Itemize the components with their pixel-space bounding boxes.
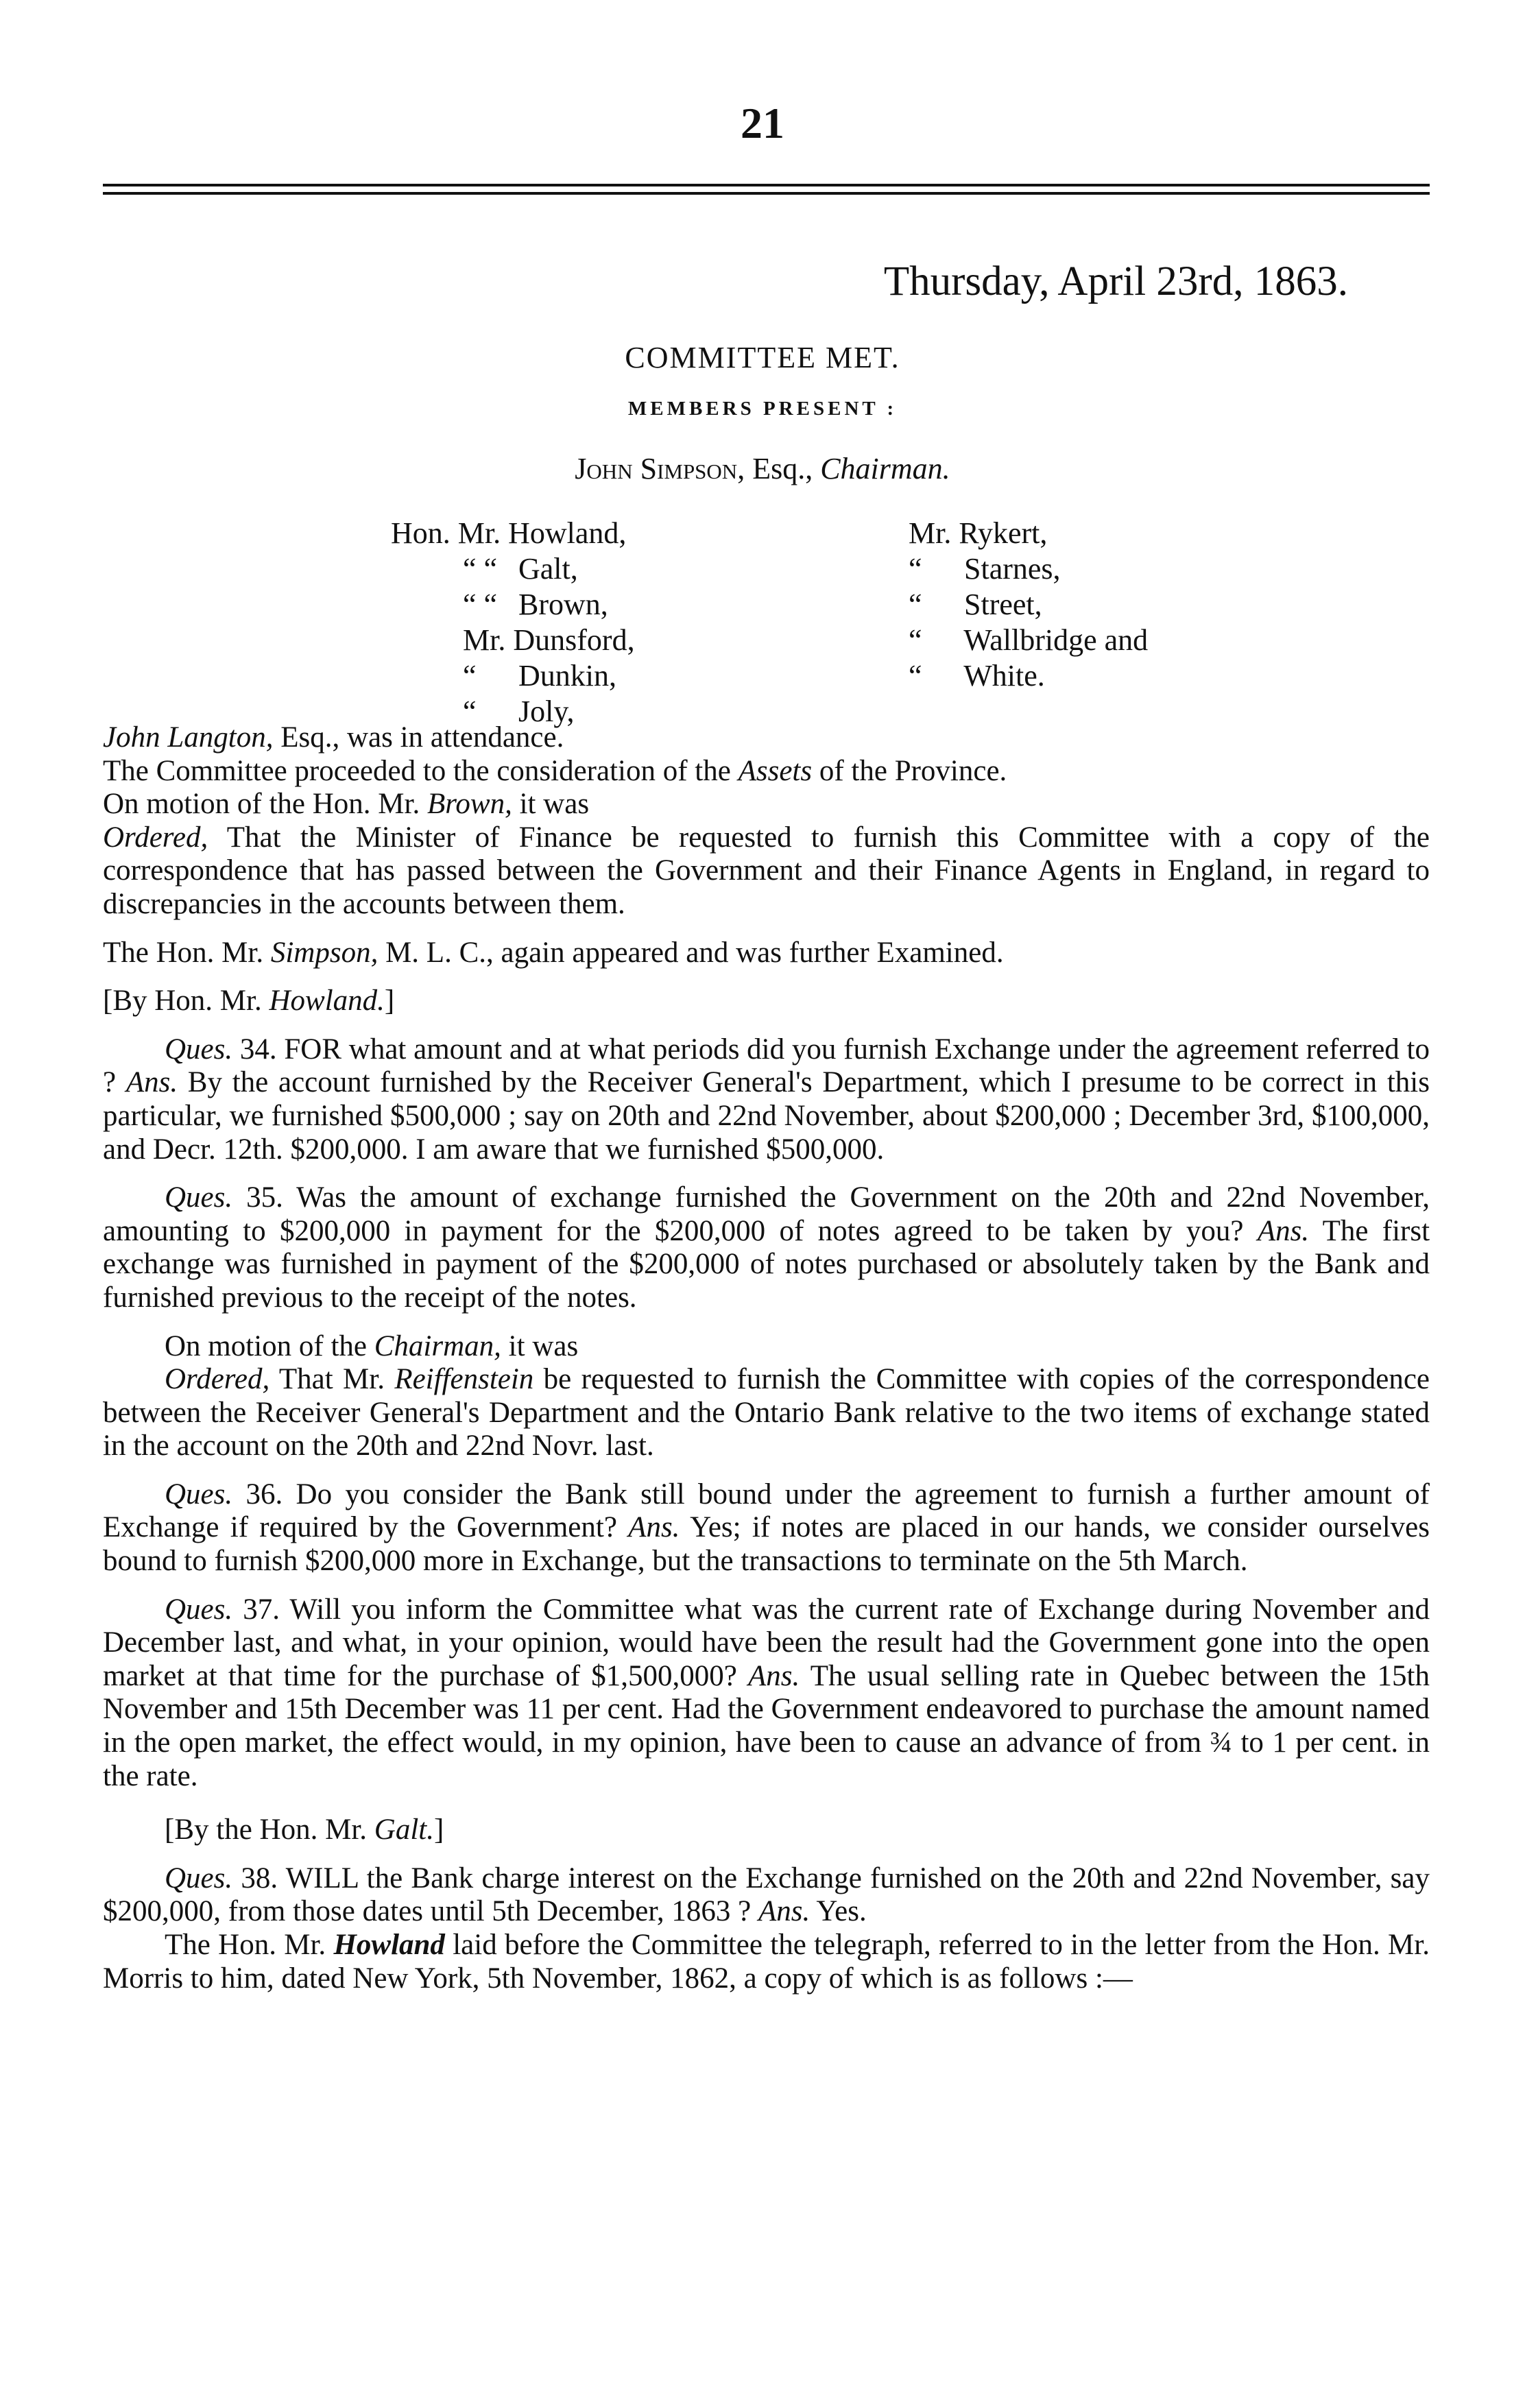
member-row: Mr. Rykert,	[909, 516, 1048, 550]
question-36: Ques. 36. Do you consider the Bank still bound under the agreement to furnish a further amount of Exchange if required by the Government? Ans. Yes; if notes are placed in our hands, we consider ourselves bound to furnish $200,000 more in Exchange, but the transactions to terminate on the 5th March.	[103, 1478, 1430, 1578]
witness-line: The Hon. Mr. Simpson, M. L. C., again appeared and was further Examined.	[103, 936, 1004, 969]
order-paragraph: Ordered, That the Minister of Finance be requested to furnish this Committee with a copy of the correspondence that has passed between the Government and their Finance Agents in England, in regard to discrepancies in the accounts between them.	[103, 821, 1430, 920]
attendance-line: John Langton, Esq., was in attendance.	[103, 721, 564, 754]
member-row: “ Joly,	[463, 695, 575, 728]
question-37: Ques. 37. Will you inform the Committee what was the current rate of Exchange during November and December last, and what, in your opinion, would have been the result had the Government gone into the open market at that time for the purchase of $1,500,000? Ans. The usual selling rate in Quebec between the 15th November and 15th December was 11 per cent. Had the Government endeavored to purchase the amount named in the open market, the effect would, in my opinion, have been to cause an advance of from ¾ to 1 per cent. in the rate.	[103, 1593, 1430, 1792]
member-row: “ Wallbridge and	[909, 623, 1149, 657]
member-row: “ “ Galt,	[463, 552, 578, 586]
header-rule-top	[103, 184, 1430, 186]
question-35: Ques. 35. Was the amount of exchange furnished the Government on the 20th and 22nd November, amounting to $200,000 in payment for the $200,000 of notes agreed to be taken by you? Ans. The first exchange was furnished in payment of the $200,000 of notes purchased or absolutely taken by the Bank and furnished previous to the receipt of the notes.	[103, 1181, 1430, 1314]
member-row: “ White.	[909, 659, 1045, 693]
chairman-line	[0, 454, 1525, 484]
member-row: “ Dunkin,	[463, 659, 616, 693]
member-row: “ Street,	[909, 588, 1042, 621]
question-34: Ques. 34. FOR what amount and at what periods did you furnish Exchange under the agreement referred to ? Ans. By the account furnished by the Receiver General's Department, which I presume to be correct in this particular, we furnished $500,000 ; say on 20th and 22nd November, about $200,000 ; December 3rd, $100,000, and Decr. 12th. $200,000. I am aware that we furnished $500,000.	[103, 1033, 1430, 1166]
question-38: Ques. 38. WILL the Bank charge interest on the Exchange furnished on the 20th and 22nd November, say $200,000, from those dates until 5th December, 1863 ? Ans. Yes.	[103, 1862, 1430, 1928]
chairman-title: Chairman.	[820, 452, 950, 485]
members-present-heading: MEMBERS PRESENT :	[627, 398, 898, 420]
meeting-date: Thursday, April 23rd, 1863.	[883, 258, 1348, 304]
header-rule-bottom	[103, 192, 1430, 195]
examiner-line: [By Hon. Mr. Howland.]	[103, 985, 395, 1018]
member-row: “ Starnes,	[909, 552, 1061, 586]
committee-met-heading: COMMITTEE MET.	[625, 341, 900, 374]
member-row: Mr. Dunsford,	[463, 623, 635, 657]
minutes-body	[103, 721, 1430, 1995]
chairman-name: John Simpson	[575, 452, 738, 485]
member-row: Hon. Mr. Howland,	[391, 516, 627, 550]
members-list-left	[391, 516, 635, 730]
page-number: 21	[741, 99, 784, 147]
members-list-right	[909, 516, 1148, 694]
member-row: “ “ Brown,	[463, 588, 608, 621]
telegraph-paragraph: The Hon. Mr. Howland laid before the Committee the telegraph, referred to in the letter from the Hon. Mr. Morris to him, dated New York, 5th November, 1862, a copy of which is as follows :—	[103, 1929, 1430, 1995]
motion-line: On motion of the Hon. Mr. Brown, it was	[103, 788, 590, 821]
motion-line: On motion of the Chairman, it was	[165, 1329, 579, 1362]
chairman-suffix: , Esq.,	[737, 452, 821, 485]
examiner-line: [By the Hon. Mr. Galt.]	[165, 1814, 444, 1846]
consideration-line: The Committee proceeded to the consideration of the Assets of the Province.	[103, 754, 1007, 787]
order-paragraph: Ordered, That Mr. Reiffenstein be requested to furnish the Committee with copies of the correspondence between the Receiver General's Department and the Ontario Bank relative to the two items of exchange stated in the account on the 20th and 22nd Novr. last.	[103, 1363, 1430, 1462]
